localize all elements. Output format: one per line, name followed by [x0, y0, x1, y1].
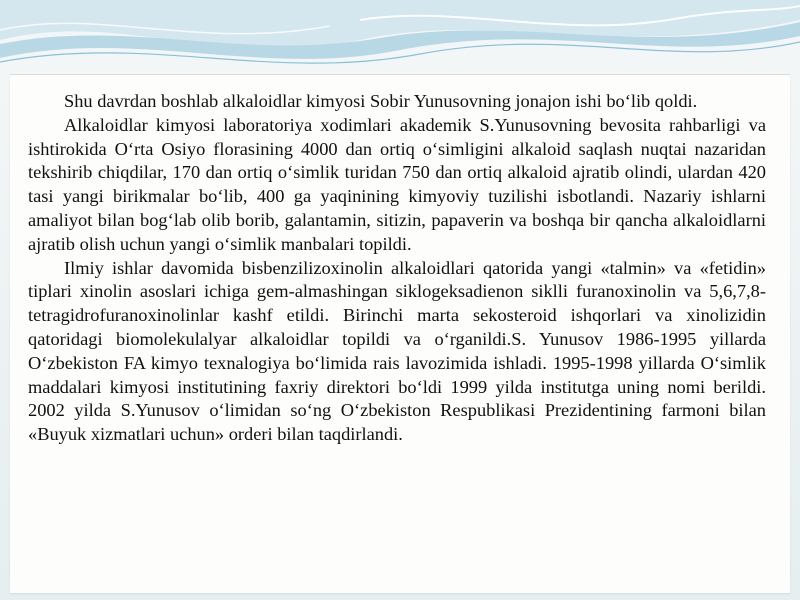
paragraph-1: Shu davrdan boshlab alkaloidlar kimyosi Sobir Yunusovning jonajon ishi bo‘lib qoldi. [64, 91, 698, 111]
paragraph-2: Alkaloidlar kimyosi laboratoriya xodimlari akademik S.Yunusovning bevosita rahbarligi va ishtirokida O‘rta Osiyo florasining 4000 dan ortiq o‘simligini alkaloid saqlash nuqtai nazaridan tekshirib chiqdilar, 170 dan ortiq o‘simlik turidan 750 dan ortiq alkaloid ajratib olindi, ulardan 420 tasi yangi birikmalar bo‘lib, 400 ga yaqinining kimyoviy tuzilishi isbotlandi. Nazariy ishlarni amaliyot bilan bog‘lab olib borib, galantamin, sitizin, papaverin va boshqa bir qancha alkaloidlarni ajratib olish uchun yangi o‘simlik manbalari topildi. [28, 114, 766, 254]
body-text [28, 90, 766, 447]
paragraph-3: Ilmiy ishlar davomida bisbenzilizoxinolin alkaloidlari qatorida yangi «talmin» va «fetidin» tiplari xinolin asoslari ichiga gem-almashingan siklogeksadienon siklli furanoxinolin va 5,6,7,8-tetragidrofuranoxinolinlar kashf etildi. Birinchi marta sekosteroid ishqorlari va xinolizidin qatoridagi biomolekulalyar alkaloidlar topildi va o‘rganildi.S. Yunusov 1986-1995 yillarda O‘zbekiston FA kimyo texnalogiya bo‘limida rais lavozimida ishladi. 1995-1998 yillarda O‘simlik maddalari kimyosi institutining faxriy direktori bo‘ldi 1999 yilda institutga uning nomi berildi. 2002 yilda S.Yunusov o‘limidan so‘ng O‘zbekiston Respublikasi Prezidentining farmoni bilan «Buyuk xizmatlari uchun» orderi bilan taqdirlandi. [28, 257, 766, 445]
